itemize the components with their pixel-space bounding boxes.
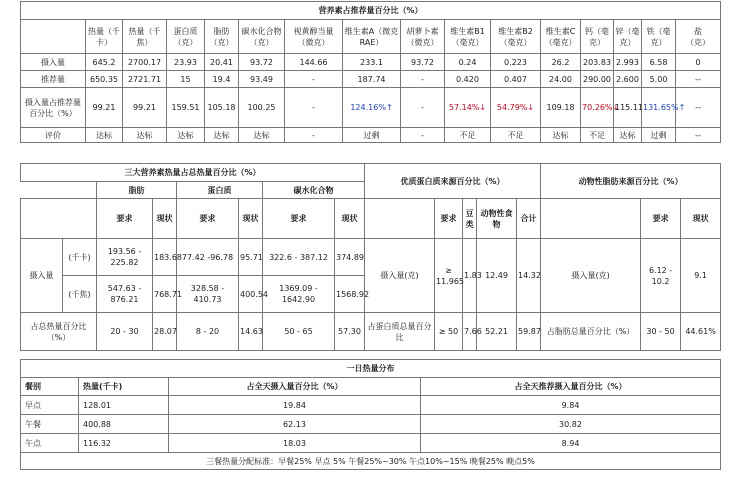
nutrient-header-line: （微克） [406, 37, 439, 47]
daily-kcal: 128.01 [79, 396, 169, 415]
nutrient-value: 0.223 [491, 54, 541, 71]
nutrient-value: 93.72 [401, 54, 445, 71]
pct-carb-req: 50 - 65 [263, 313, 335, 351]
nutrient-value: -- [676, 71, 721, 88]
nutrient-value: -- [676, 128, 721, 143]
nutrient-header-line: 卡） [96, 37, 112, 47]
macro-blank-2 [21, 199, 97, 239]
daily-table [20, 359, 721, 470]
nutrient-value: - [401, 71, 445, 88]
pct-pro-req: 8 - 20 [177, 313, 239, 351]
nutrient-header [541, 20, 581, 54]
daily-kcal: 116.32 [79, 434, 169, 453]
unit-kcal: (千卡) [63, 239, 97, 276]
nutrient-value: 26.2 [541, 54, 581, 71]
nutrient-value: 达标 [541, 128, 581, 143]
ps-pct-bean: 7.66 [463, 313, 477, 351]
animal-fat-title: 动物性脂肪来源百分比（%） [541, 164, 721, 199]
nutrient-value: 100.25 [239, 88, 285, 128]
protein-header: 蛋白质 [177, 182, 263, 199]
nutrient-header [445, 20, 491, 54]
ps-intake-animal: 12.49 [477, 239, 517, 313]
nutrient-header-line: 克） [650, 37, 667, 47]
nutrient-value: 57.14%↓ [445, 88, 491, 128]
af-intake-req: 6.12 - 10.2 [641, 239, 681, 313]
nutrient-value: 5.00 [642, 71, 676, 88]
nutrient-value: 290.00 [581, 71, 614, 88]
nutrient-header-line: 碳水化合物 [241, 26, 282, 36]
nutrient-value: 99.21 [123, 88, 167, 128]
daily-intake-pct: 19.84 [169, 396, 421, 415]
corner-cell [21, 20, 86, 54]
nutrient-value: 93.72 [239, 54, 285, 71]
pct-pro-cur: 14.63 [239, 313, 263, 351]
nutrient-value: 187.74 [343, 71, 401, 88]
nutrient-value: 过剩 [642, 128, 676, 143]
protein-src-title: 优质蛋白质来源百分比（%） [365, 164, 541, 199]
nutrient-value: 达标 [123, 128, 167, 143]
nutrient-header-line: 维生素B2 [498, 26, 533, 36]
nutrient-value: 不足 [491, 128, 541, 143]
table-row [21, 71, 721, 88]
kcal-pro-cur: 95.71 [239, 239, 263, 276]
nutrient-header-line: （克） [686, 37, 710, 47]
kcal-fat-req: 193.56 - 225.82 [97, 239, 153, 276]
nutrient-value: - [401, 88, 445, 128]
pro-req-header: 要求 [177, 199, 239, 239]
nutrient-header [343, 20, 401, 54]
fat-header: 脂肪 [97, 182, 177, 199]
macro-intake-label: 摄入量 [21, 239, 63, 313]
nutrient-value: 过剩 [343, 128, 401, 143]
nutrient-value: 达标 [205, 128, 239, 143]
table-row [21, 88, 721, 128]
ps-pct-animal: 52.21 [477, 313, 517, 351]
nutrient-value: 144.66 [285, 54, 343, 71]
nutrient-value: 0.24 [445, 54, 491, 71]
daily-note: 三餐热量分配标准：早餐25% 早点 5% 午餐25%~30% 午点10%~15% 晚餐25% 晚点5% [21, 453, 721, 470]
nutrient-header [614, 20, 642, 54]
nutrient-value: 645.2 [86, 54, 123, 71]
fat-cur-header: 现状 [153, 199, 177, 239]
nutrient-value: 15 [167, 71, 205, 88]
unit-kj: (千焦) [63, 276, 97, 313]
table-row [21, 54, 721, 71]
nutrient-value: 115.11 [614, 88, 642, 128]
nutrient-header-line: 胡萝卜素 [406, 26, 439, 36]
nutrient-value: 0.407 [491, 71, 541, 88]
kcal-fat-cur: 183.68 [153, 239, 177, 276]
nutrient-value: 105.18 [205, 88, 239, 128]
nutrient-value: 不足 [445, 128, 491, 143]
table-row [21, 128, 721, 143]
ps-pct-label: 占蛋白质总量百分比 [365, 313, 435, 351]
nutrient-value: 70.26%↓ [581, 88, 614, 128]
nutrient-value: 54.79%↓ [491, 88, 541, 128]
daily-rec-pct: 9.84 [421, 396, 721, 415]
daily-kcal: 400.88 [79, 415, 169, 434]
daily-rec-pct: 30.82 [421, 415, 721, 434]
nutrient-value: 203.83 [581, 54, 614, 71]
nutrient-value: 20.41 [205, 54, 239, 71]
af-pct-req: 30 - 50 [641, 313, 681, 351]
nutrient-value: 124.16%↑ [343, 88, 401, 128]
nutrient-value: 2.993 [614, 54, 642, 71]
daily-meal: 午餐 [21, 415, 79, 434]
ps-total-header: 合计 [517, 199, 541, 239]
nutrient-value: 650.35 [86, 71, 123, 88]
kcal-pro-req: 77.42 -96.78 [177, 239, 239, 276]
daily-rec-pct: 8.94 [421, 434, 721, 453]
daily-meal: 午点 [21, 434, 79, 453]
nutrient-header-line: （毫克） [451, 37, 484, 47]
ps-animal-header: 动物性食物 [477, 199, 517, 239]
nutrient-header [642, 20, 676, 54]
nutrient-value: 2700.17 [123, 54, 167, 71]
af-blank [541, 199, 641, 239]
macro-table [20, 163, 721, 351]
kj-fat-req: 547.63 - 876.21 [97, 276, 153, 313]
nutrient-header [205, 20, 239, 54]
nutrient-value: - [285, 88, 343, 128]
nutrient-header [676, 20, 721, 54]
kcal-carb-req: 322.6 - 387.12 [263, 239, 335, 276]
nutrient-header-line: （毫克） [499, 37, 532, 47]
nutrient-header-line: 克） [619, 37, 636, 47]
daily-header-rec-pct: 占全天推荐摄入量百分比（%） [421, 378, 721, 396]
nutrient-header-line: 热量（千 [88, 26, 120, 36]
nutrient-value: 达标 [167, 128, 205, 143]
nutrient-header [239, 20, 285, 54]
nutrient-value: 2.600 [614, 71, 642, 88]
kcal-carb-cur: 374.89 [335, 239, 365, 276]
nutrient-header-line: 视黄醇当量 [293, 26, 334, 36]
nutrient-value: - [285, 128, 343, 143]
pct-fat-cur: 28.07 [153, 313, 177, 351]
fat-req-header: 要求 [97, 199, 153, 239]
daily-meal: 早点 [21, 396, 79, 415]
carb-cur-header: 现状 [335, 199, 365, 239]
row-label: 摄入量 [21, 54, 86, 71]
nutrient-value: 2721.71 [123, 71, 167, 88]
nutrient-value: 0.420 [445, 71, 491, 88]
nutrient-value: 达标 [86, 128, 123, 143]
nutrient-value: -- [676, 88, 721, 128]
pro-cur-header: 现状 [239, 199, 263, 239]
nutrient-header-line: 焦） [136, 37, 153, 47]
kj-fat-cur: 768.71 [153, 276, 177, 313]
nutrient-header [285, 20, 343, 54]
af-req-header: 要求 [641, 199, 681, 239]
nutrient-header-line: 盐 [694, 26, 702, 36]
nutrient-header-line: 脂肪 [213, 26, 230, 36]
nutrient-header-line: 钙（毫 [585, 26, 609, 36]
nutrient-value: 23.93 [167, 54, 205, 71]
nutrient-header-line: 克） [589, 37, 605, 47]
nutrient-value: 131.65%↑ [642, 88, 676, 128]
ps-intake-total: 14.32 [517, 239, 541, 313]
nutrient-header-line: （克） [209, 37, 234, 47]
nutrient-value: 6.58 [642, 54, 676, 71]
af-intake-cur: 9.1 [681, 239, 721, 313]
nutrient-header-line: 热量（千 [128, 26, 161, 36]
af-pct-cur: 44.61% [681, 313, 721, 351]
table-row [21, 415, 721, 434]
nutrient-header [401, 20, 445, 54]
ps-bean-header: 豆类 [463, 199, 477, 239]
nutrient-value: 24.00 [541, 71, 581, 88]
macro-title: 三大营养素热量占总热量百分比（%） [21, 164, 365, 182]
nutrient-header [581, 20, 614, 54]
kj-pro-req: 328.58 - 410.73 [177, 276, 239, 313]
nutrient-header-line: 铁（毫 [646, 26, 671, 36]
table-row [21, 434, 721, 453]
nutrient-header-line: 维生素B1 [450, 26, 485, 36]
nutrient-value: 19.4 [205, 71, 239, 88]
macro-blank [21, 182, 97, 199]
ps-req-header: 要求 [435, 199, 463, 239]
pct-fat-req: 20 - 30 [97, 313, 153, 351]
row-label: 推荐量 [21, 71, 86, 88]
nutrient-table-title: 营养素占推荐量百分比（%） [21, 2, 721, 20]
ps-intake-req: ≥ 11.965 [435, 239, 463, 313]
daily-intake-pct: 62.13 [169, 415, 421, 434]
nutrient-value: - [285, 71, 343, 88]
nutrient-header-line: （克） [249, 37, 274, 47]
nutrient-value: - [401, 128, 445, 143]
nutrient-value: 0 [676, 54, 721, 71]
daily-intake-pct: 18.03 [169, 434, 421, 453]
ps-blank [365, 199, 435, 239]
daily-header-meal: 餐别 [21, 378, 79, 396]
row-label: 摄入量占推荐量百分比（%） [21, 88, 86, 128]
row-label: 评价 [21, 128, 86, 143]
kj-pro-cur: 400.54 [239, 276, 263, 313]
nutrient-value: 99.21 [86, 88, 123, 128]
nutrient-value: 达标 [239, 128, 285, 143]
af-intake-label: 摄入量(克) [541, 239, 641, 313]
ps-pct-req: ≥ 50 [435, 313, 463, 351]
nutrient-header-line: 维生素A（微克 [344, 26, 399, 36]
nutrient-value: 159.51 [167, 88, 205, 128]
daily-header-intake-pct: 占全天摄入量百分比（%） [169, 378, 421, 396]
ps-intake-label: 摄入量(克) [365, 239, 435, 313]
kj-carb-req: 1369.09 - 1642.90 [263, 276, 335, 313]
af-cur-header: 现状 [681, 199, 721, 239]
nutrient-table [20, 1, 721, 143]
af-pct-label: 占脂肪总量百分比（%） [541, 313, 641, 351]
nutrient-header-line: 维生素C [545, 26, 576, 36]
table-row [21, 396, 721, 415]
nutrient-value: 233.1 [343, 54, 401, 71]
ps-pct-total: 59.87 [517, 313, 541, 351]
nutrient-header [123, 20, 167, 54]
nutrient-header-line: 锌（毫 [615, 26, 640, 36]
nutrient-value: 109.18 [541, 88, 581, 128]
nutrient-header-line: 蛋白质 [173, 26, 198, 36]
nutrient-header-line: RAE） [359, 37, 384, 47]
carb-req-header: 要求 [263, 199, 335, 239]
nutrient-header-line: （毫克） [544, 37, 577, 47]
nutrient-header-line: （克） [173, 37, 198, 47]
nutrient-header-line: （微克） [297, 37, 330, 47]
ps-intake-bean: 1.83 [463, 239, 477, 313]
nutrient-value: 不足 [581, 128, 614, 143]
kj-carb-cur: 1568.92 [335, 276, 365, 313]
daily-header-kcal: 热量(千卡) [79, 378, 169, 396]
nutrient-value: 93.49 [239, 71, 285, 88]
daily-title: 一日热量分布 [21, 360, 721, 378]
pct-carb-cur: 57.30 [335, 313, 365, 351]
nutrient-value: 达标 [614, 128, 642, 143]
nutrient-header [86, 20, 123, 54]
nutrient-header [167, 20, 205, 54]
carb-header: 碳水化合物 [263, 182, 365, 199]
nutrient-header [491, 20, 541, 54]
macro-pct-label: 占总热量百分比（%） [21, 313, 97, 351]
